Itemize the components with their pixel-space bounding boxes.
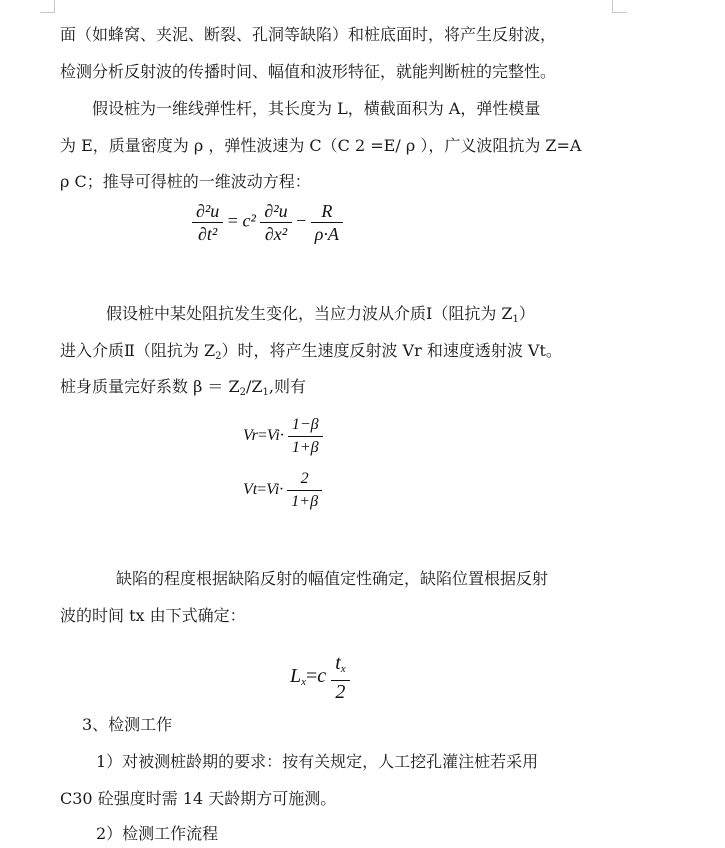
vt-vi: Vi· — [266, 481, 284, 499]
paragraph-line: ρ C；推导可得桩的一维波动方程： — [60, 172, 311, 191]
list-item-continuation: C30 砼强度时需 14 天龄期方可施测。 — [60, 789, 337, 808]
vr-vi: Vi· — [266, 427, 284, 445]
vr-numerator: 1−β — [288, 414, 323, 437]
vr-lhs: Vr — [243, 427, 258, 445]
wave-r-numerator: R — [311, 200, 343, 223]
paragraph-line: 进入介质Ⅱ（阻抗为 $Z_2$）时，将产生速度反射波 Vr 和速度透射波 Vt。 — [60, 341, 562, 362]
lx-c: c — [317, 665, 327, 688]
list-item: 2）检测工作流程 — [96, 824, 219, 843]
wave-equals: = — [227, 210, 238, 231]
vr-denominator: 1+β — [291, 439, 319, 456]
paragraph-line: 面（如蜂窝、夹泥、断裂、孔洞等缺陷）和桩底面时，将产生反射波， — [60, 25, 557, 44]
lx-lhs-subscript: x — [301, 676, 307, 689]
lx-fraction — [331, 652, 349, 703]
paragraph-line: 假设桩为一维线弹性杆，其长度为 L，横截面积为 A，弹性模量 — [92, 99, 541, 118]
vt-lhs: Vt — [243, 481, 258, 499]
vt-denominator: 1+β — [291, 493, 319, 510]
wave-equation — [192, 200, 343, 245]
lx-lhs: L — [290, 665, 302, 688]
vt-equation — [243, 468, 322, 513]
paragraph-line: 假设桩中某处阻抗发生变化，当应力波从介质Ⅰ（阻抗为 $Z_1$） — [106, 304, 535, 325]
vt-numerator: 2 — [287, 468, 322, 491]
lx-equation — [290, 652, 350, 703]
vr-fraction — [288, 414, 323, 459]
lx-equals: = — [306, 665, 318, 688]
paragraph-line: 检测分析反射波的传播时间、幅值和波形特征，就能判断桩的完整性。 — [60, 62, 557, 81]
lx-denominator: 2 — [335, 681, 346, 703]
wave-rhs-denominator: ∂x² — [264, 224, 288, 244]
vt-equals: = — [257, 481, 267, 499]
wave-lhs-fraction — [192, 200, 223, 245]
wave-lhs-numerator: ∂²u — [192, 200, 223, 223]
wave-lhs-denominator: ∂t² — [198, 224, 218, 244]
wave-minus: − — [296, 210, 307, 231]
vt-fraction — [287, 468, 322, 513]
vr-equals: = — [257, 427, 267, 445]
paragraph-line: 波的时间 tx 由下式确定： — [60, 606, 246, 625]
wave-c-squared: c² — [242, 210, 256, 231]
crop-mark-left — [40, 0, 55, 13]
paragraph-line: 桩身质量完好系数 $\beta = Z_2/Z_1$,则有 — [60, 377, 306, 398]
section-heading: 3、检测工作 — [82, 715, 173, 734]
paragraph-line: 缺陷的程度根据缺陷反射的幅值定性确定，缺陷位置根据反射 — [116, 569, 549, 588]
wave-rhs-numerator: ∂²u — [260, 200, 291, 223]
list-item: 1）对被测桩龄期的要求：按有关规定，人工挖孔灌注桩若采用 — [96, 752, 539, 771]
paragraph-line: 为 E，质量密度为 ρ ，弹性波速为 C（C 2 =E/ ρ ），广义波阻抗为 Z=A — [60, 136, 582, 155]
wave-rhs-fraction — [260, 200, 291, 245]
vr-equation — [243, 414, 323, 459]
wave-r-fraction — [311, 200, 343, 245]
lx-numerator: tx — [331, 652, 349, 681]
wave-r-denominator: ρ·A — [314, 224, 339, 244]
crop-mark-right — [612, 0, 627, 13]
